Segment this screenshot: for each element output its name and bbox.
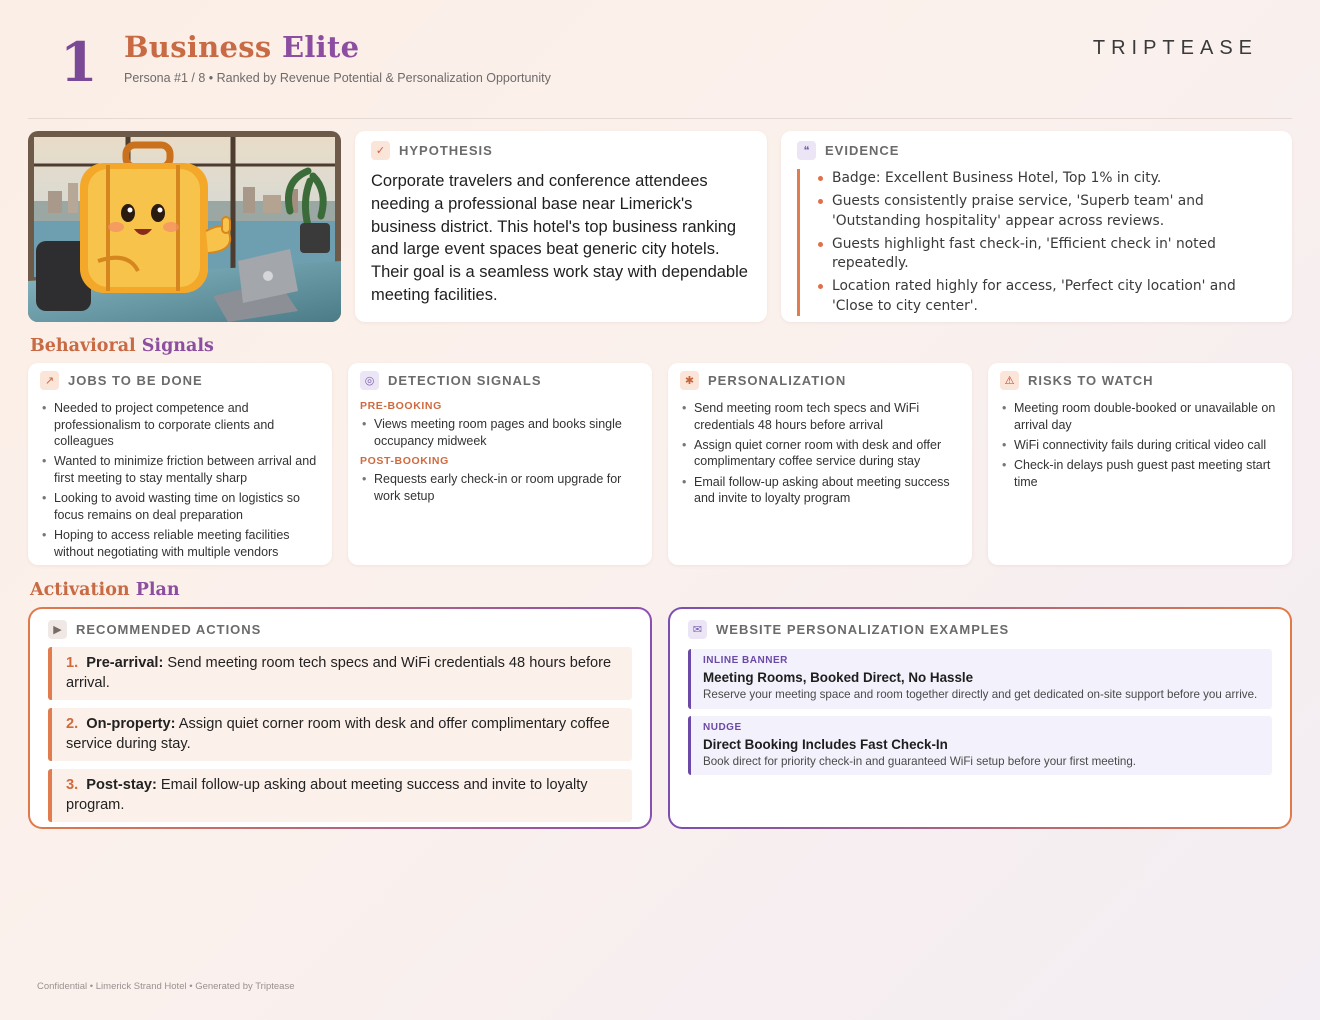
list-item: • WiFi connectivity fails during critical video call [1000, 437, 1280, 454]
recommended-actions-card [28, 607, 652, 829]
detection-signals-card [348, 363, 652, 565]
activation-title-part2: Plan [135, 580, 180, 600]
action-text: Email follow-up asking about meeting success and invite to loyalty program. [66, 777, 588, 813]
behavioral-title-part2: Signals [141, 336, 214, 356]
list-item: • Email follow-up asking about meeting success and invite to loyalty program [680, 474, 960, 507]
actions-label: RECOMMENDED ACTIONS [76, 622, 262, 637]
mail-icon: ✉ [688, 620, 707, 639]
post-booking-label: POST-BOOKING [360, 455, 449, 468]
action-key: Post-stay: [86, 777, 157, 793]
persona-illustration [28, 131, 341, 322]
list-item: • Looking to avoid wasting time on logistics so focus remains on deal preparation [40, 490, 320, 523]
target-icon: ◎ [360, 371, 379, 390]
evidence-item: Guests consistently praise service, 'Superb team' and 'Outstanding hospitality' appear across reviews. [818, 192, 1276, 231]
behavioral-title-part1: Behavioral [30, 336, 142, 356]
activation-title-part1: Activation [30, 580, 136, 600]
risks-list [1000, 400, 1280, 490]
action-text: Assign quiet corner room with desk and offer complimentary coffee service during stay. [66, 716, 610, 752]
pre-booking-label: PRE-BOOKING [360, 400, 442, 412]
example-type: INLINE BANNER [703, 655, 788, 666]
personalization-card [668, 363, 972, 565]
personalization-label: PERSONALIZATION [708, 373, 847, 388]
example-title: Direct Booking Includes Fast Check-In [703, 736, 948, 752]
list-item: • Send meeting room tech specs and WiFi credentials 48 hours before arrival [680, 400, 960, 433]
header-divider [28, 118, 1292, 119]
action-item [48, 769, 632, 822]
hypothesis-label: HYPOTHESIS [399, 143, 493, 158]
sparkle-icon: ✱ [680, 371, 699, 390]
risks-header [1000, 371, 1280, 390]
action-text: Send meeting room tech specs and WiFi credentials 48 hours before arrival. [66, 655, 612, 691]
action-number: 3. [66, 777, 79, 793]
evidence-card [781, 131, 1292, 322]
personalization-list [680, 400, 960, 507]
hypothesis-text: Corporate travelers and conference attendees needing a professional base near Limerick's business district. This hotel's top business ranking and large event spaces beat generic city hotels. Their goal is a seamless work stay with dependable meeting facilities. [371, 172, 748, 304]
page-footer: Confidential • Limerick Strand Hotel • Generated by Triptease [37, 981, 295, 992]
hypothesis-card [355, 131, 767, 322]
suitcase-mascot-illustration [28, 131, 341, 322]
evidence-label: EVIDENCE [825, 143, 900, 158]
detection-label: DETECTION SIGNALS [388, 373, 542, 388]
action-number: 1. [66, 655, 79, 671]
persona-title [124, 30, 359, 64]
jobs-label: JOBS TO BE DONE [68, 373, 203, 388]
check-icon: ✓ [371, 141, 390, 160]
jobs-header [40, 371, 320, 390]
risks-label: RISKS TO WATCH [1028, 373, 1154, 388]
persona-title-part1: Business [124, 30, 282, 64]
website-personalization-card [668, 607, 1292, 829]
persona-title-part2: Elite [281, 30, 360, 64]
personalization-example [688, 649, 1272, 709]
website-header [688, 620, 1272, 639]
example-body: Book direct for priority check-in and guaranteed WiFi setup before your first meeting. [703, 754, 1137, 768]
list-item: • Hoping to access reliable meeting facilities without negotiating with multiple vendors [40, 527, 320, 560]
evidence-item: Guests highlight fast check-in, 'Efficient check in' noted repeatedly. [818, 235, 1276, 274]
quote-icon: ❝ [797, 141, 816, 160]
action-item [48, 647, 632, 700]
website-label: WEBSITE PERSONALIZATION EXAMPLES [716, 622, 1010, 637]
risks-card [988, 363, 1292, 565]
example-body: Reserve your meeting space and room together directly and get dedicated on-site support before you arrive. [703, 688, 1258, 701]
post-booking-list [360, 471, 640, 504]
hypothesis-header [371, 141, 751, 160]
evidence-item: Location rated highly for access, 'Perfect city location' and 'Close to city center'. [818, 277, 1276, 316]
action-key: On-property: [86, 716, 176, 732]
persona-number: 1 [60, 30, 98, 94]
evidence-list [797, 169, 1276, 316]
action-key: Pre-arrival: [86, 655, 164, 671]
behavioral-signals-title [30, 336, 214, 356]
evidence-item: Badge: Excellent Business Hotel, Top 1% in city. [818, 169, 1276, 189]
personalization-example [688, 716, 1272, 776]
warning-icon: ⚠ [1000, 371, 1019, 390]
list-item: • Meeting room double-booked or unavailable on arrival day [1000, 400, 1280, 433]
actions-header [48, 620, 632, 639]
list-item: • Needed to project competence and professionalism to corporate clients and colleagues [40, 400, 320, 450]
activation-plan-title [30, 580, 180, 600]
example-title: Meeting Rooms, Booked Direct, No Hassle [703, 670, 974, 685]
evidence-header [797, 141, 1276, 160]
list-item: • Wanted to minimize friction between arrival and first meeting to stay mentally sharp [40, 453, 320, 486]
jobs-to-be-done-card [28, 363, 332, 565]
pre-booking-list [360, 416, 640, 449]
persona-subtitle: Persona #1 / 8 • Ranked by Revenue Potential & Personalization Opportunity [124, 71, 551, 85]
personalization-header [680, 371, 960, 390]
detection-header [360, 371, 640, 390]
play-icon: ▶ [48, 620, 67, 639]
jobs-list [40, 400, 320, 560]
list-item: • Check-in delays push guest past meeting start time [1000, 457, 1280, 490]
action-number: 2. [66, 716, 79, 732]
brand-logo: TRIPTEASE [1092, 37, 1258, 59]
action-item [48, 708, 632, 761]
list-item: • Assign quiet corner room with desk and offer complimentary coffee service during stay [680, 437, 960, 470]
list-item: • Requests early check-in or room upgrade for work setup [360, 471, 640, 504]
example-type: NUDGE [703, 721, 742, 733]
list-item: • Views meeting room pages and books single occupancy midweek [360, 416, 640, 449]
arrow-up-right-icon: ↗ [40, 371, 59, 390]
